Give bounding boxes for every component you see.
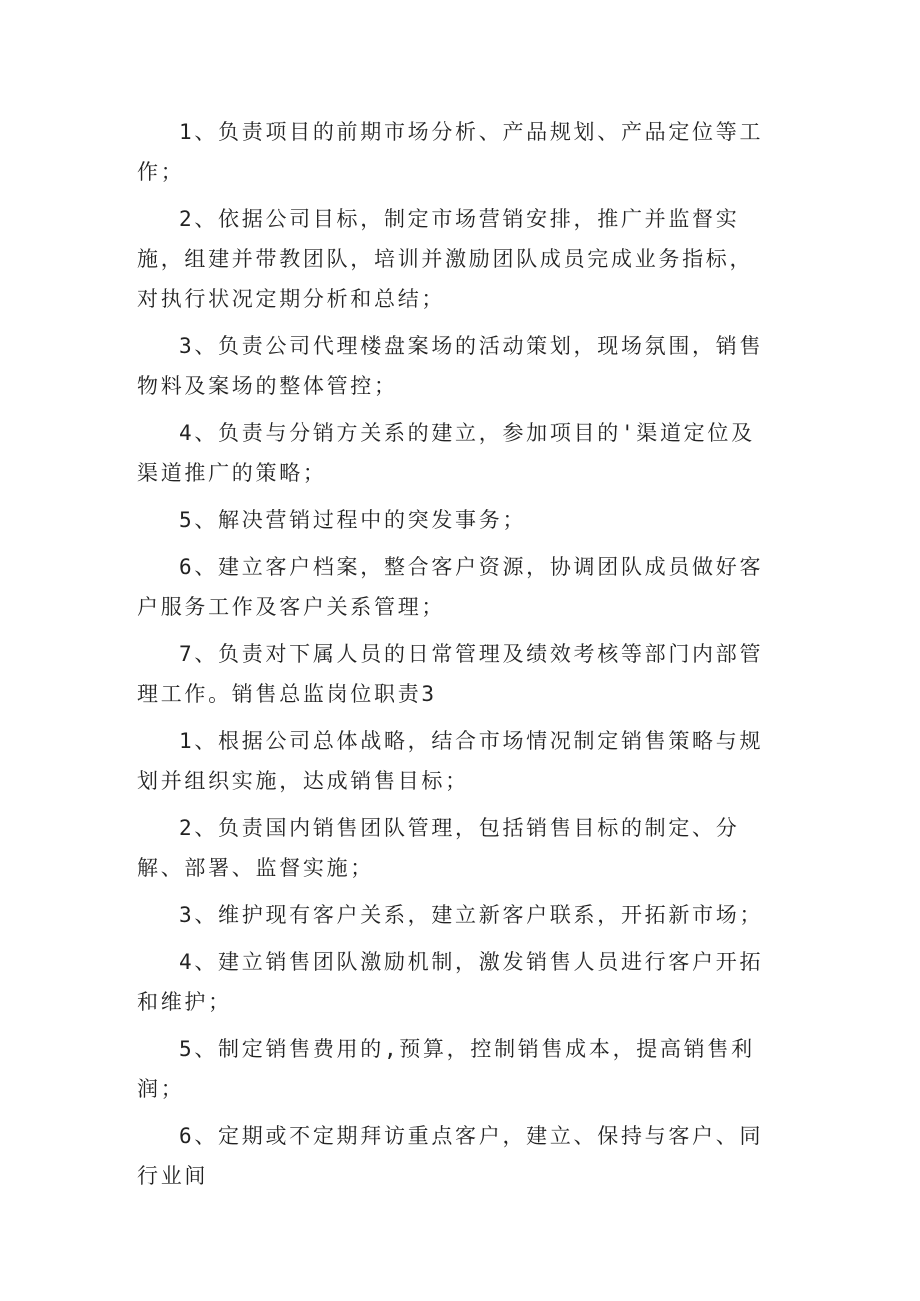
paragraph-4: 4、负责与分销方关系的建立，参加项目的'渠道定位及渠道推广的策略； [137, 421, 755, 485]
paragraph-12: 5、制定销售费用的,预算，控制销售成本，提高销售利润； [137, 1037, 755, 1101]
paragraph-1: 1、负责项目的前期市场分析、产品规划、产品定位等工作； [137, 120, 764, 184]
paragraph-3: 3、负责公司代理楼盘案场的活动策划，现场氛围，销售物料及案场的整体管控； [137, 334, 764, 398]
paragraph-6: 6、建立客户档案，整合客户资源，协调团队成员做好客户服务工作及客户关系管理； [137, 555, 764, 619]
paragraph-9: 2、负责国内销售团队管理，包括销售目标的制定、分解、部署、监督实施； [137, 816, 740, 880]
document-body [137, 112, 773, 1203]
paragraph-11: 4、建立销售团队激励机制，激发销售人员进行客户开拓和维护； [137, 950, 764, 1014]
paragraph-10: 3、维护现有客户关系，建立新客户联系，开拓新市场； [179, 903, 764, 927]
paragraph-13: 6、定期或不定期拜访重点客户，建立、保持与客户、同行业间 [137, 1124, 764, 1188]
paragraph-7: 7、负责对下属人员的日常管理及绩效考核等部门内部管理工作。销售总监岗位职责3 [137, 642, 764, 706]
paragraph-8: 1、根据公司总体战略，结合市场情况制定销售策略与规划并组织实施，达成销售目标； [137, 729, 764, 793]
paragraph-5: 5、解决营销过程中的突发事务； [179, 508, 527, 532]
paragraph-2: 2、依据公司目标，制定市场营销安排，推广并监督实施，组建并带教团队，培训并激励团队成员完成业务指标，对执行状况定期分析和总结； [137, 207, 754, 311]
